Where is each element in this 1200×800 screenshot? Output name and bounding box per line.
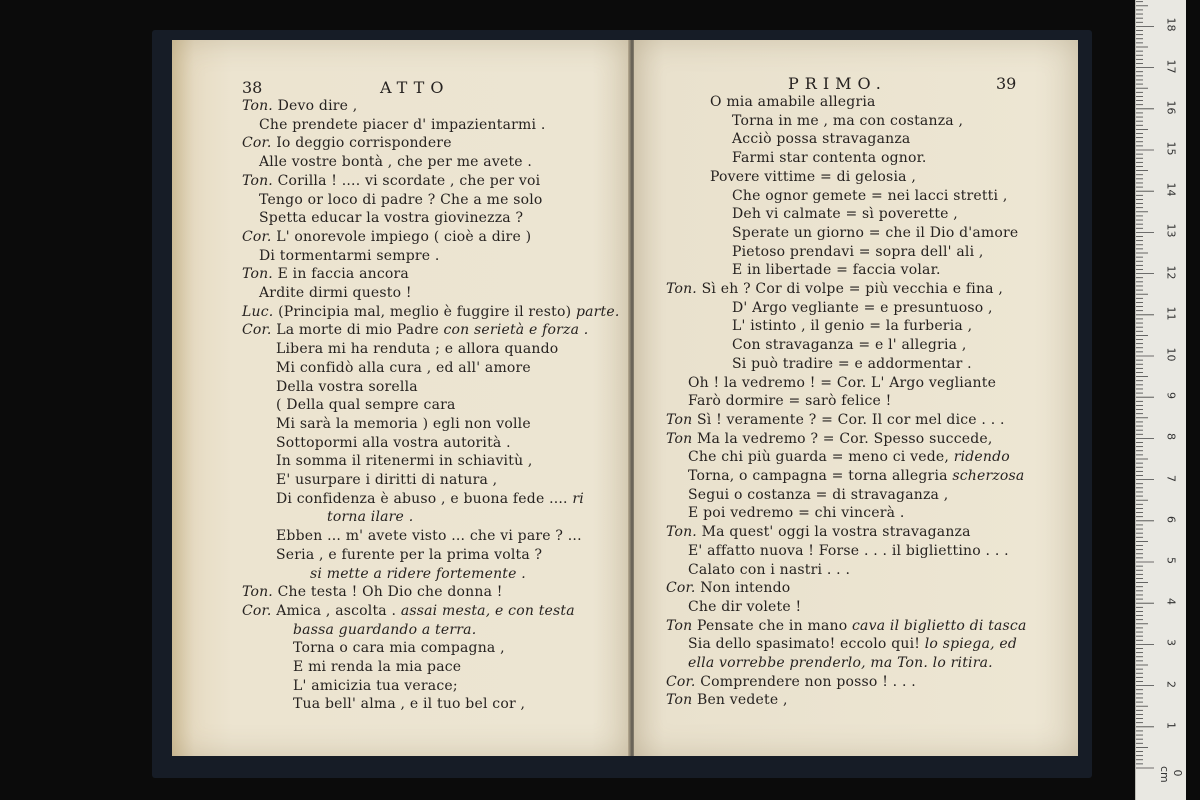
text-line (242, 265, 409, 283)
text-line (242, 321, 588, 339)
stage-direction: ella vorrebbe prenderlo, ma Ton. lo ritira. (688, 655, 993, 671)
text-line (242, 228, 531, 246)
stage-direction: cava il biglietto di tasca (852, 617, 1027, 634)
ruler-number: 15 (1164, 141, 1178, 156)
text-line (259, 209, 523, 227)
ruler-number: 14 (1164, 182, 1178, 197)
verse-text: Che prendete piacer d' impazientarmi . (259, 116, 546, 133)
verse-text: Farò dormire = sarò felice ! (688, 393, 892, 410)
text-line (259, 153, 532, 171)
verse-text: Tua bell' alma , e il tuo bel cor , (293, 696, 526, 713)
text-line (276, 415, 531, 433)
verse-text: Povere vittime = di gelosia , (710, 168, 916, 185)
verse-text: Torna, o campagna = torna allegria (688, 468, 948, 484)
text-line (276, 452, 533, 470)
ruler-number: 18 (1164, 17, 1178, 32)
verse-text: Farmi star contenta ognor. (732, 150, 927, 167)
verse-text: Torna in me , ma con costanza , (732, 112, 964, 129)
verse-text: Amica , ascolta . (276, 602, 397, 619)
verse-text: L' amicizia tua verace; (293, 677, 458, 694)
ruler-number: 9 (1164, 392, 1178, 400)
verse-text: Di confidenza è abuso , e buona fede .... (276, 490, 568, 507)
verse-text: ( Della qual sempre cara (276, 397, 456, 414)
verse-text: Ben vedete , (696, 692, 788, 709)
text-line (259, 191, 543, 209)
ruler-number: 2 (1164, 680, 1178, 688)
verse-text: Sperate un giorno = che il Dio d'amore (732, 224, 1019, 241)
left-running-header: ATTO (380, 78, 450, 97)
verse-text: Seria , e furente per la prima volta ? (276, 546, 543, 563)
verse-text: E' usurpare i diritti di natura , (276, 472, 498, 488)
speaker-label: Luc. (242, 303, 274, 320)
stage-direction: scherzosa (952, 468, 1025, 484)
text-line (732, 261, 941, 279)
text-line (688, 486, 948, 504)
verse-text: E' affatto nuova ! Forse . . . il bigliettino . . . (688, 542, 1009, 559)
stage-direction: ri (572, 490, 584, 507)
verse-text: Di tormentarmi sempre . (259, 247, 440, 264)
verse-text: E in libertade = faccia volar. (732, 262, 941, 279)
text-line (666, 579, 790, 597)
text-line (732, 187, 1007, 205)
text-line (666, 411, 1005, 429)
text-line (710, 168, 916, 186)
ruler-number: 11 (1164, 306, 1178, 321)
stage-direction: si mette a ridere fortemente . (310, 565, 526, 582)
text-line (688, 374, 996, 392)
verse-text: Corilla ! .... vi scordate , che per voi (277, 172, 541, 189)
verse-text: Mi confidò alla cura , ed all' amore (276, 359, 531, 376)
verse-text: Libera mi ha renduta ; e allora quando (276, 341, 559, 358)
verse-text: Pietoso prendavi = sopra dell' ali , (732, 243, 984, 260)
verse-text: Con stravaganza = e l' allegria , (732, 337, 967, 354)
verse-text: Spetta educar la vostra giovinezza ? (259, 210, 524, 227)
ruler-ticks (1136, 0, 1186, 800)
verse-text: Alle vostre bontà , che per me avete . (259, 154, 533, 171)
verse-text: D' Argo vegliante = e presuntuoso , (732, 299, 993, 316)
speaker-label: Cor. (242, 602, 272, 619)
text-line (688, 561, 850, 579)
speaker-label: Ton. (242, 98, 273, 114)
text-line (242, 97, 357, 115)
text-line (732, 130, 910, 148)
verse-text: Oh ! la vedremo ! = Cor. L' Argo vegliante (688, 374, 997, 391)
speaker-label: Ton. (666, 281, 697, 297)
verse-text: E mi renda la mia pace (293, 659, 462, 675)
stage-direction: con serietà e forza . (443, 322, 589, 339)
text-line (276, 527, 582, 545)
text-line (688, 542, 1009, 560)
verse-text: Che testa ! Oh Dio che donna ! (277, 584, 503, 601)
text-line (688, 598, 801, 616)
ruler-number: 12 (1164, 265, 1178, 280)
text-line (666, 673, 916, 691)
text-line (688, 392, 891, 410)
ruler-number: 4 (1164, 598, 1178, 606)
verse-text: Ma la vedremo ? = Cor. Spesso succede, (696, 430, 993, 447)
text-line (259, 116, 545, 134)
verse-text: Ebben ... m' avete visto ... che vi pare ? ... (276, 528, 582, 545)
text-line (732, 149, 927, 167)
text-line (666, 691, 788, 709)
verse-text: Che dir volete ! (688, 598, 802, 615)
stage-direction: assai mesta, e con testa (400, 602, 575, 619)
verse-text: Si può tradire = e addormentar . (732, 355, 972, 372)
text-line (732, 224, 1018, 242)
text-line (666, 523, 971, 541)
verse-text: Che ognor gemete = nei lacci stretti , (732, 187, 1008, 204)
ruler-number: 6 (1164, 515, 1178, 523)
text-line (276, 378, 418, 396)
text-line (688, 504, 905, 522)
speaker-label: Ton (666, 430, 693, 447)
speaker-label: Ton. (242, 172, 273, 189)
text-line (732, 112, 963, 130)
text-line (688, 635, 1017, 653)
verse-text: Acciò possa stravaganza (732, 131, 911, 148)
verse-text: Non intendo (700, 580, 791, 597)
verse-text: Devo dire , (277, 98, 358, 114)
right-page-number: 39 (996, 74, 1017, 93)
text-line (259, 284, 412, 302)
text-line (732, 336, 966, 354)
text-line (732, 317, 972, 335)
speaker-label: Ton. (242, 584, 273, 601)
text-line (732, 205, 958, 223)
verse-text: Tengo or loco di padre ? Che a me solo (259, 191, 543, 208)
speaker-label: Ton (666, 411, 693, 428)
verse-text: Ardite dirmi questo ! (259, 285, 412, 301)
text-line (276, 434, 511, 452)
ruler-number: 3 (1164, 639, 1178, 647)
verse-text: Calato con i nastri . . . (688, 561, 851, 578)
verse-text: Sì ! veramente ? = Cor. Il cor mel dice . . . (696, 411, 1005, 428)
verse-text: Sia dello spasimato! eccolo qui! (688, 636, 921, 653)
verse-text: Della vostra sorella (276, 378, 418, 395)
text-line (242, 134, 452, 152)
text-line (293, 677, 458, 695)
verse-text: O mia amabile allegria (710, 94, 876, 110)
verse-text: Sottopormi alla vostra autorità . (276, 434, 511, 451)
left-page-number: 38 (242, 78, 263, 97)
right-page (634, 40, 1078, 756)
text-line (293, 695, 525, 713)
verse-text: L' istinto , il genio = la furberia , (732, 318, 973, 335)
verse-text: In somma il ritenermi in schiavitù , (276, 453, 533, 470)
speaker-label: Cor. (242, 322, 272, 339)
text-line (276, 340, 558, 358)
speaker-label: Ton. (666, 524, 697, 541)
stage-direction: ridendo (953, 449, 1010, 466)
speaker-label: Ton (666, 617, 693, 634)
verse-text: E poi vedremo = chi vincerà . (688, 505, 905, 522)
text-line (276, 359, 531, 377)
text-line (259, 247, 440, 265)
stage-direction: bassa guardando a terra. (293, 621, 477, 638)
speaker-label: Cor. (666, 673, 696, 690)
ruler-number: 0 cm (1158, 766, 1184, 783)
verse-text: L' onorevole impiego ( cioè a dire ) (276, 228, 532, 245)
stage-direction: lo spiega, ed (924, 636, 1018, 653)
verse-text: Torna o cara mia compagna , (293, 640, 505, 657)
verse-text: Che chi più guarda = meno ci vede, (688, 449, 950, 466)
measuring-ruler (1135, 0, 1186, 800)
text-line (242, 303, 620, 321)
left-page (172, 40, 630, 756)
ruler-number: 16 (1164, 100, 1178, 115)
verse-text: Deh vi calmate = sì poverette , (732, 206, 958, 223)
text-line (276, 490, 584, 508)
stage-direction: parte. (575, 303, 620, 320)
verse-text: La morte di mio Padre (276, 322, 439, 339)
text-line (276, 546, 542, 564)
verse-text: Sì eh ? Cor di volpe = più vecchia e fina , (701, 281, 1004, 297)
text-line (688, 654, 993, 672)
text-line (293, 621, 476, 639)
ruler-number: 1 (1164, 721, 1178, 729)
text-line (732, 299, 993, 317)
text-line (310, 565, 526, 583)
text-line (242, 583, 503, 601)
verse-text: Io deggio corrispondere (276, 135, 452, 152)
text-line (242, 602, 575, 620)
text-line (276, 396, 456, 414)
text-line (276, 471, 497, 489)
ruler-number: 5 (1164, 557, 1178, 564)
speaker-label: Ton. (242, 266, 273, 283)
verse-text: E in faccia ancora (277, 266, 409, 283)
text-line (666, 617, 1027, 635)
text-line (688, 467, 1024, 485)
ruler-number: 13 (1164, 223, 1178, 238)
ruler-number: 8 (1164, 433, 1178, 441)
speaker-label: Cor. (242, 135, 272, 152)
text-line (688, 448, 1010, 466)
text-line (242, 172, 540, 190)
verse-text: Mi sarà la memoria ) egli non volle (276, 415, 531, 432)
speaker-label: Cor. (242, 228, 272, 245)
ruler-number: 10 (1164, 347, 1178, 362)
text-line (293, 639, 505, 657)
speaker-label: Ton (666, 692, 693, 709)
verse-text: Comprendere non posso ! . . . (700, 673, 916, 690)
verse-text: Pensate che in mano (696, 617, 848, 634)
verse-text: Segui o costanza = di stravaganza , (688, 486, 949, 503)
ruler-number: 7 (1164, 474, 1178, 482)
verse-text: (Principia mal, meglio è fuggire il resto) (278, 303, 572, 320)
text-line (666, 430, 993, 448)
verse-text: Ma quest' oggi la vostra stravaganza (701, 524, 971, 541)
ruler-number: 17 (1164, 59, 1178, 74)
text-line (327, 508, 413, 526)
text-line (732, 355, 972, 373)
stage-direction: torna ilare . (327, 509, 414, 526)
right-running-header: PRIMO. (788, 74, 887, 93)
text-line (666, 280, 1003, 298)
text-line (732, 243, 984, 261)
speaker-label: Cor. (666, 580, 696, 597)
text-line (710, 93, 876, 111)
text-line (293, 658, 461, 676)
